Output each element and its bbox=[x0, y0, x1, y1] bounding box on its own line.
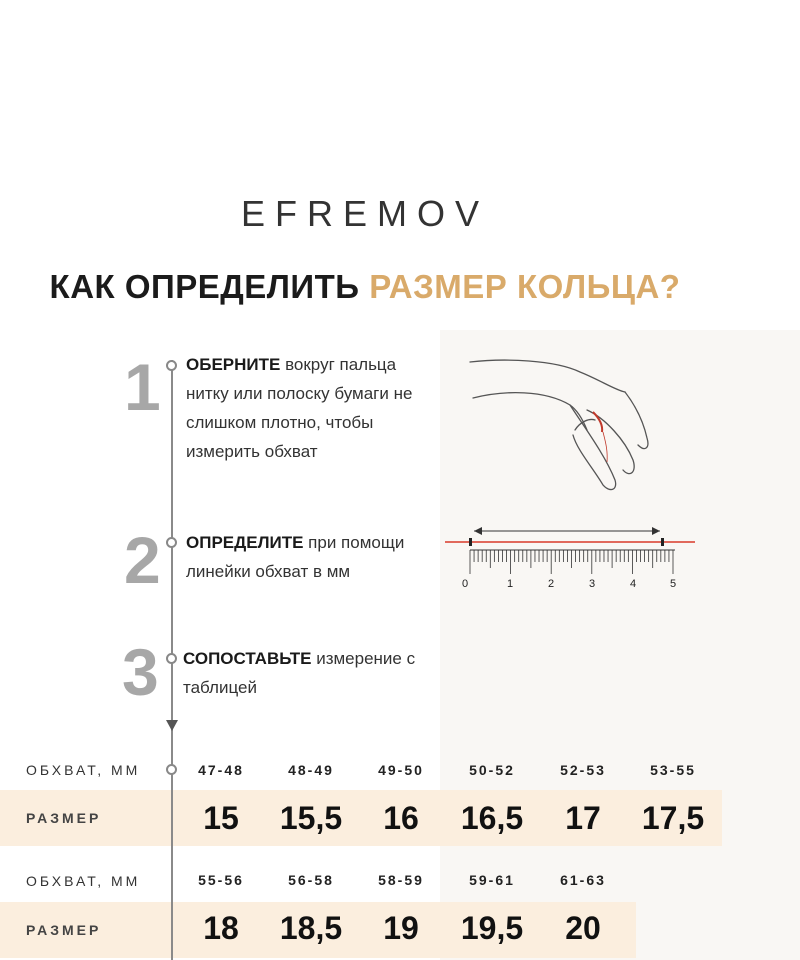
size-cell: 16 bbox=[383, 800, 419, 836]
step-2-text: ОПРЕДЕЛИТЕ при помощи линейки обхват в мм bbox=[186, 533, 405, 581]
timeline-line-overlay bbox=[171, 902, 173, 960]
size-cell: 19,5 bbox=[460, 910, 524, 946]
step-2-dot bbox=[166, 537, 177, 548]
step-1-text: ОБЕРНИТЕ вокруг пальца нитку или полоску бумаги не слишком плотно, чтобы измерить обхват bbox=[186, 355, 413, 461]
ruler-label: 3 bbox=[589, 578, 596, 590]
step-3-number: 3 bbox=[122, 635, 159, 709]
size-cell: 18,5 bbox=[279, 910, 343, 946]
table-row-2-size-label: РАЗМЕР bbox=[26, 922, 102, 938]
step-1-dot bbox=[166, 360, 177, 371]
size-cell: 19 bbox=[383, 910, 419, 946]
brand-logo: EFREMOV bbox=[240, 193, 489, 234]
timeline-line-overlay bbox=[171, 790, 173, 846]
size-cell: 15 bbox=[203, 800, 239, 836]
size-cell: 20 bbox=[565, 910, 601, 946]
table-row-2-mm-label: ОБХВАТ, ММ bbox=[26, 873, 141, 889]
hand-icon bbox=[465, 350, 665, 495]
ruler-label: 4 bbox=[630, 578, 637, 590]
step-2-bold: ОПРЕДЕЛИТЕ bbox=[186, 533, 304, 552]
step-1-number: 1 bbox=[124, 350, 161, 424]
size-cell: 16,5 bbox=[460, 800, 524, 836]
table-row-1-size-label: РАЗМЕР bbox=[26, 810, 102, 826]
ruler-label: 2 bbox=[548, 578, 555, 590]
mm-cell: 55-56 bbox=[198, 872, 244, 888]
step-3-text: СОПОСТАВЬТЕ измерение с таблицей bbox=[183, 649, 416, 697]
mm-cell: 48-49 bbox=[288, 762, 334, 778]
mm-cell: 61-63 bbox=[560, 872, 606, 888]
ruler-labels bbox=[462, 578, 692, 592]
size-cell: 18 bbox=[203, 910, 239, 946]
mm-cell: 59-61 bbox=[469, 872, 515, 888]
mm-cell: 50-52 bbox=[469, 762, 515, 778]
mm-cell: 56-58 bbox=[288, 872, 334, 888]
step-3-bold: СОПОСТАВЬТЕ bbox=[183, 649, 312, 668]
step-1-bold: ОБЕРНИТЕ bbox=[186, 355, 281, 374]
table-row-1-mm-label: ОБХВАТ, ММ bbox=[26, 762, 141, 778]
step-2-number: 2 bbox=[124, 523, 161, 597]
mm-cell: 49-50 bbox=[378, 762, 424, 778]
mm-cell: 53-55 bbox=[650, 762, 696, 778]
size-cell: 17,5 bbox=[641, 800, 705, 836]
page-title bbox=[0, 268, 730, 306]
timeline-arrow-icon bbox=[166, 720, 178, 731]
ruler-ticks bbox=[470, 550, 673, 574]
mm-cell: 47-48 bbox=[198, 762, 244, 778]
step-3-dot bbox=[166, 653, 177, 664]
mm-cell: 58-59 bbox=[378, 872, 424, 888]
title-part-dark: КАК ОПРЕДЕЛИТЬ bbox=[49, 268, 370, 305]
ruler-label: 0 bbox=[462, 578, 469, 590]
mm-cell: 52-53 bbox=[560, 762, 606, 778]
size-cell: 17 bbox=[565, 800, 601, 836]
size-cell: 15,5 bbox=[279, 800, 343, 836]
ruler-label: 1 bbox=[507, 578, 514, 590]
title-part-accent: РАЗМЕР КОЛЬЦА? bbox=[369, 268, 681, 305]
ruler-label: 5 bbox=[670, 578, 677, 590]
